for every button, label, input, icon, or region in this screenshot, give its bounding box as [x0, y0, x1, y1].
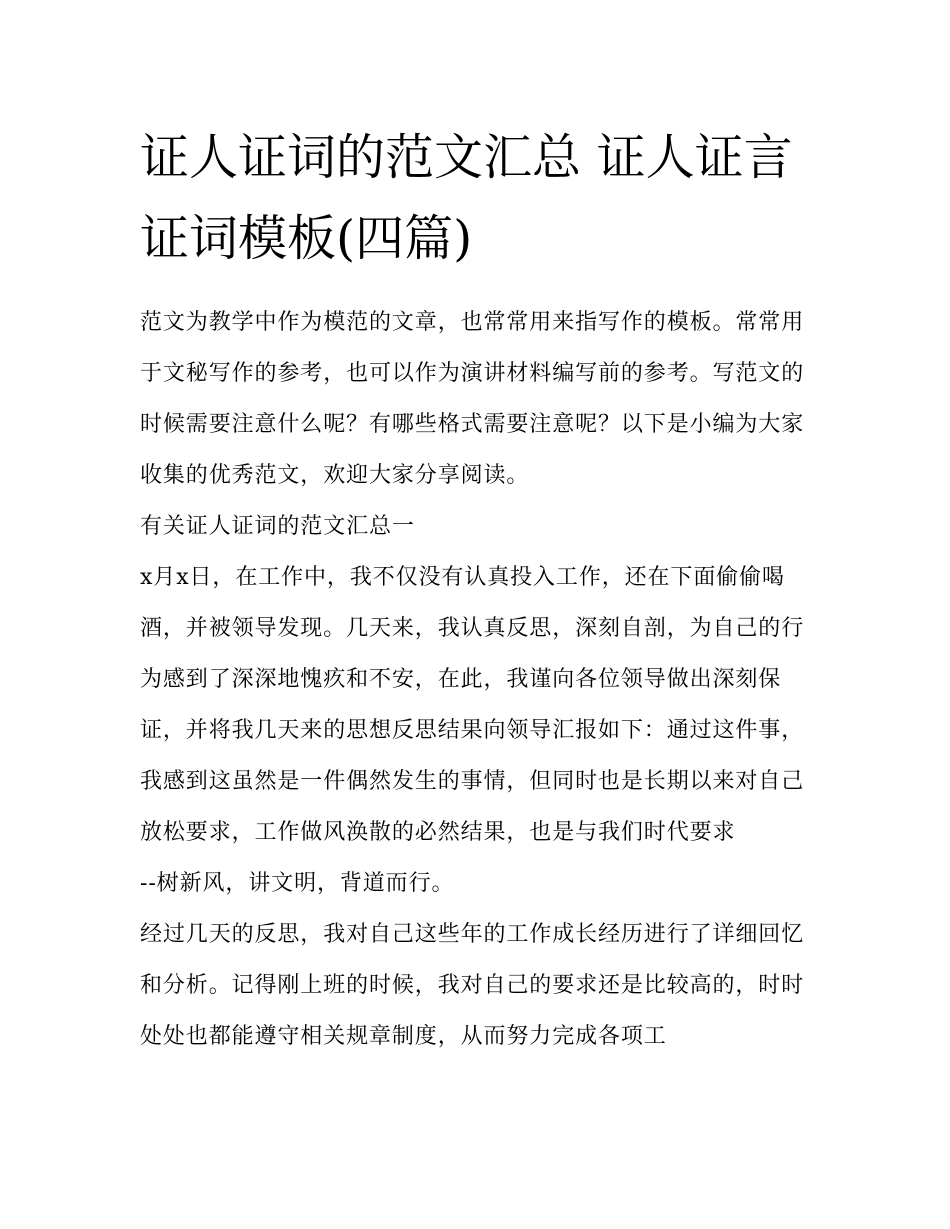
document-page: [140, 117, 812, 1062]
body-paragraph: 经过几天的反思，我对自己这些年的工作成长经历进行了详细回忆和分析。记得刚上班的时候，我对自己的要求还是比较高的，时时处处也都能遵守相关规章制度，从而努力完成各项工: [140, 922, 805, 1049]
body-paragraph: x月x日，在工作中，我不仅没有认真投入工作，还在下面偷偷喝酒，并被领导发现。几天来，我认真反思，深刻自剖，为自己的行为感到了深深地愧疚和不安，在此，我谨向各位领导做出深刻保证，并将我几天来的思想反思结果向领导汇报如下：通过这件事，我感到这虽然是一件偶然发生的事情，但同时也是长期以来对自己放松要求，工作做风涣散的必然结果，也是与我们时代要求: [140, 565, 805, 845]
section-heading: 有关证人证词的范文汇总一: [140, 514, 415, 539]
slogan-line: --树新风，讲文明，背道而行。: [140, 871, 455, 896]
intro-paragraph: 范文为教学中作为模范的文章，也常常用来指写作的模板。常常用于文秘写作的参考，也可以作为演讲材料编写前的参考。写范文的时候需要注意什么呢？有哪些格式需要注意呢？以下是小编为大家收集的优秀范文，欢迎大家分享阅读。: [140, 310, 805, 488]
document-title: 证人证词的范文汇总 证人证言证词模板(四篇): [140, 129, 793, 267]
document-body: [140, 297, 812, 1062]
